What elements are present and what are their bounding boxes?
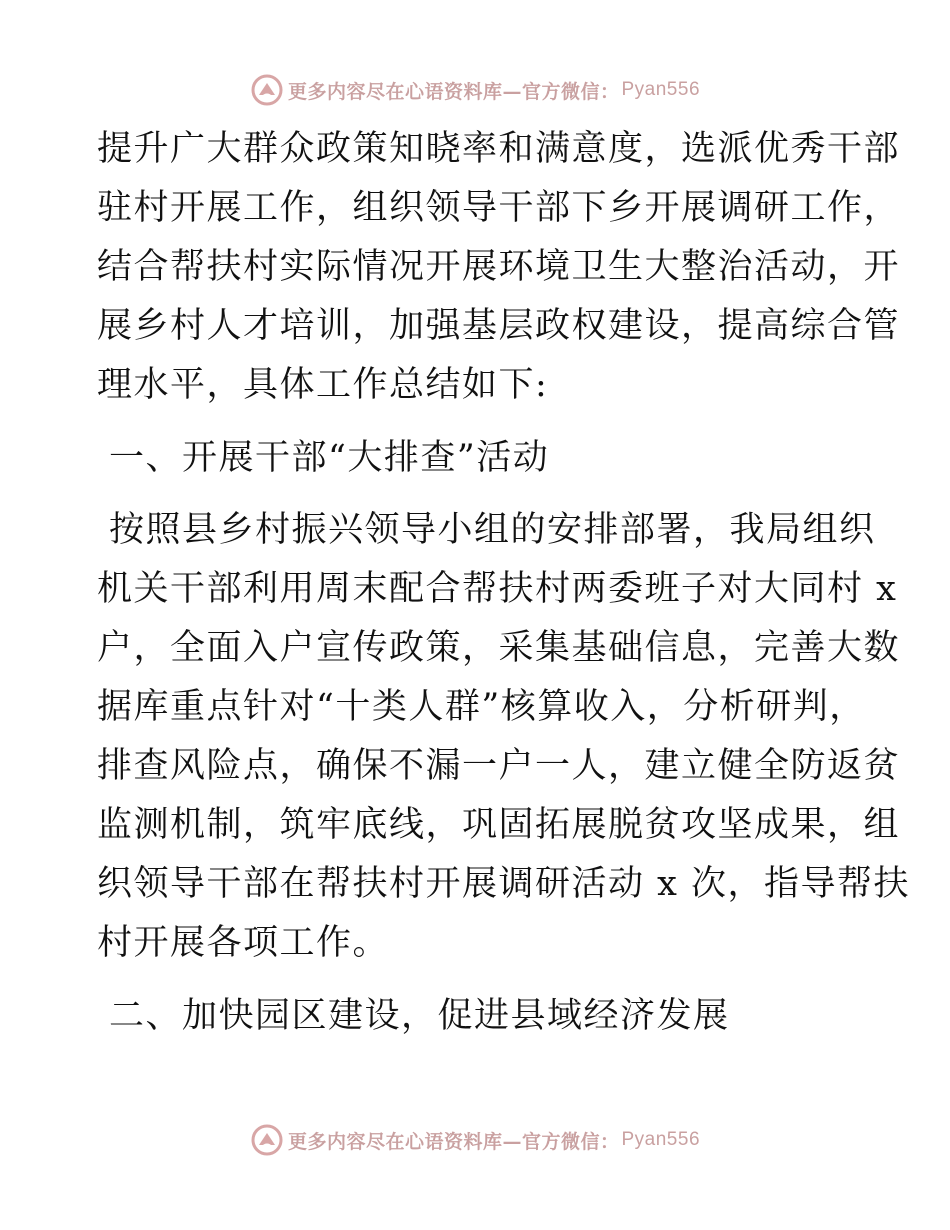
watermark-wechat-id: Pyan556: [621, 1129, 701, 1150]
footer-watermark: [0, 1122, 950, 1158]
paragraph-section-1: [97, 501, 910, 973]
text-line: 结合帮扶村实际情况开展环境卫生大整治活动，开: [97, 247, 901, 287]
watermark-wechat-id: Pyan556: [621, 79, 701, 100]
paragraph-intro: [97, 120, 901, 415]
document-body: [97, 120, 910, 1059]
header-watermark: [0, 72, 950, 108]
text-line: 织领导干部在帮扶村开展调研活动 x 次，指导帮扶: [97, 864, 910, 904]
watermark-text: 更多内容尽在心语资料库—官方微信：: [287, 80, 620, 103]
text-line: 提升广大群众政策知晓率和满意度，选派优秀干部: [97, 129, 901, 169]
text-line: 机关干部利用周末配合帮扶村两委班子对大同村 x: [97, 569, 898, 609]
section-heading-1: 一、开展干部“大排查”活动: [109, 438, 550, 478]
watermark-text: 更多内容尽在心语资料库—官方微信：: [287, 1130, 620, 1153]
book-logo-icon: [250, 73, 284, 107]
section-heading-2: 二、加快园区建设，促进县域经济发展: [109, 996, 730, 1036]
text-line: 户，全面入户宣传政策，采集基础信息，完善大数: [97, 628, 901, 668]
text-line: 据库重点针对“十类人群”核算收入，分析研判，: [97, 687, 866, 727]
text-line: 按照县乡村振兴领导小组的安排部署，我局组织: [109, 510, 876, 550]
text-line: 理水平，具体工作总结如下:: [97, 365, 549, 405]
text-line: 监测机制，筑牢底线，巩固拓展脱贫攻坚成果，组: [97, 805, 901, 845]
book-logo-icon: [250, 1123, 284, 1157]
text-line: 排查风险点，确保不漏一户一人，建立健全防返贫: [97, 746, 901, 786]
text-line: 村开展各项工作。: [97, 923, 390, 963]
text-line: 驻村开展工作，组织领导干部下乡开展调研工作，: [97, 188, 901, 228]
text-line: 展乡村人才培训，加强基层政权建设，提高综合管: [97, 306, 901, 346]
